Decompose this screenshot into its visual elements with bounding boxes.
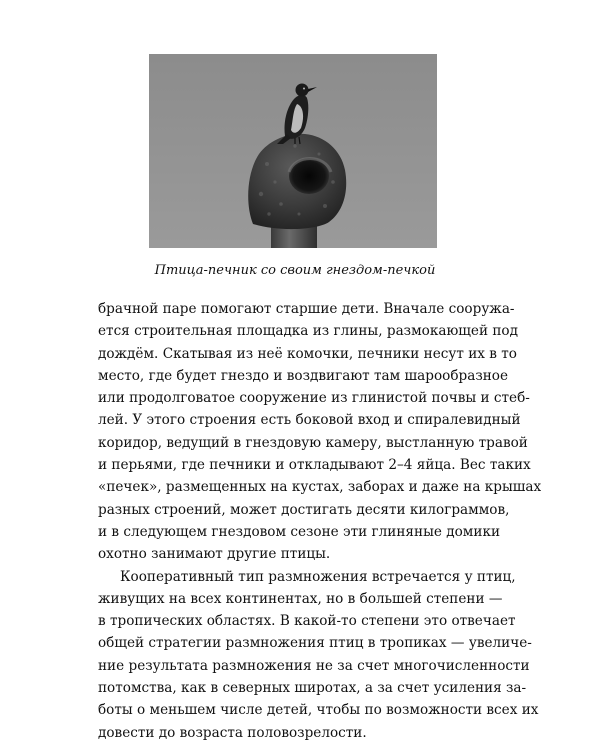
text-line: боты о меньшем числе детей, чтобы по возможности всех их	[98, 702, 539, 719]
text-line: «печек», размещенных на кустах, заборах и даже на крышах	[98, 479, 542, 496]
text-line: разных строений, может достигать десяти килограммов,	[98, 501, 510, 518]
text-line: потомства, как в северных широтах, а за счет усиления за-	[98, 680, 527, 697]
text-line: довести до возраста половозрелости.	[98, 724, 367, 741]
ovenbird-nest-photo	[149, 54, 437, 248]
text-line: и в следующем гнездовом сезоне эти глиняные домики	[98, 523, 500, 540]
text-line: в тропических областях. В какой-то степени это отвечает	[98, 613, 516, 630]
text-line: ется строительная площадка из глины, размокающей под	[98, 323, 518, 340]
paragraph	[98, 298, 542, 566]
text-line: дождём. Скатывая из неё комочки, печники несут их в то	[98, 345, 517, 362]
text-line: Кооперативный тип размножения встречается у птиц,	[120, 568, 516, 585]
text-line: живущих на всех континентах, но в большей степени —	[98, 590, 503, 607]
text-line: коридор, ведущий в гнездовую камеру, выстланную травой	[98, 434, 528, 451]
text-line: лей. У этого строения есть боковой вход и спиралевидный	[98, 412, 521, 429]
text-line: и перьями, где печники и откладывают 2–4 яйца. Вес таких	[98, 457, 531, 474]
paragraph	[98, 566, 539, 744]
text-line: или продолговатое сооружение из глинистой почвы и стеб-	[98, 390, 530, 407]
text-line: ние результата размножения не за счет многочисленности	[98, 657, 530, 674]
body-text	[98, 298, 542, 744]
figure-caption: Птица-печник со своим гнездом-печкой	[154, 263, 436, 278]
text-line: общей стратегии размножения птиц в тропиках — увеличе-	[98, 635, 532, 652]
text-line: брачной паре помогают старшие дети. Вначале сооружа-	[98, 301, 515, 317]
text-line: охотно занимают другие птицы.	[98, 546, 331, 563]
text-line: место, где будет гнездо и воздвигают там шарообразное	[98, 367, 509, 384]
